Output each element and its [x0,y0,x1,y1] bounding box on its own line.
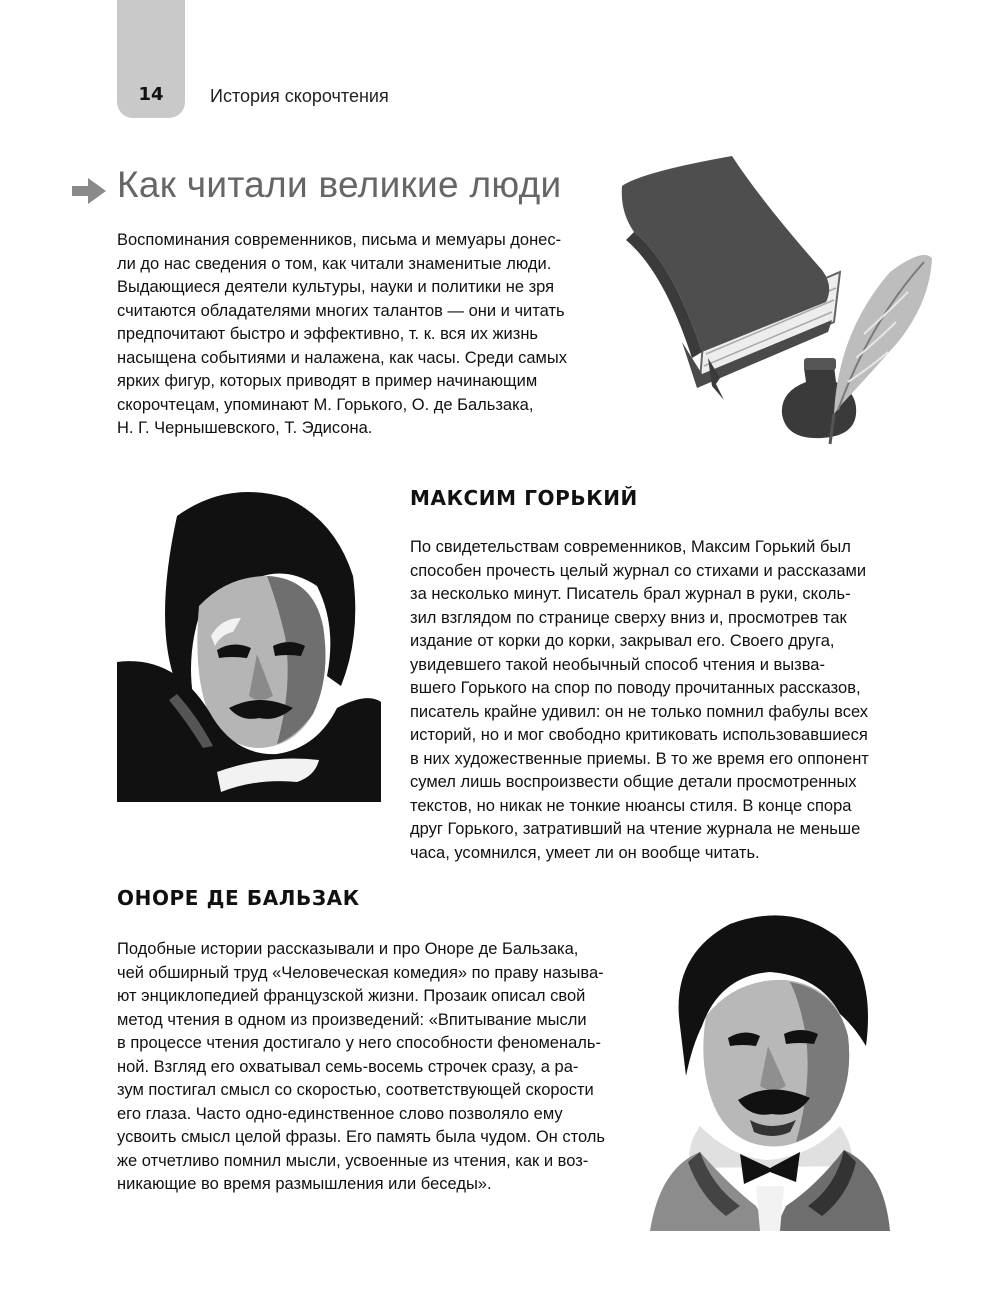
balzac-line: Подобные истории рассказывали и про Оноре де Бальзака, [117,940,579,958]
arrow-right-icon [70,176,108,206]
balzac-line: чей обширный труд «Человеческая комедия» по праву называ- [117,963,604,982]
balzac-line: никающие во время размышления или беседы». [117,1175,492,1193]
gorky-line: друг Горького, затративший на чтение журнала не меньше [410,820,861,838]
gorky-line: историй, но и мог свободно критиковать использовавшиеся [410,726,868,744]
intro-line: Выдающиеся деятели культуры, науки и политики не зря [117,278,555,296]
book-quill-illustration [612,152,952,452]
balzac-line: в процессе чтения достигало у него способности феноменаль- [117,1034,601,1052]
gorky-line: за несколько минут. Писатель брал журнал в руки, сколь- [410,585,851,603]
gorky-line: увидевшего такой необычный способ чтения и вызва- [410,655,825,674]
gorky-portrait-illustration [117,486,381,802]
intro-line: предпочитают быстро и эффективно, т. к. вся их жизнь [117,325,539,343]
intro-paragraph [117,229,567,441]
balzac-line: зум постигал смысл со скоростью, соответствующей скорости [117,1081,594,1099]
gorky-line: сумел лишь воспроизвести общие детали просмотренных [410,773,857,791]
gorky-line: способен прочесть целый журнал со стихами и рассказами [410,561,867,580]
balzac-line: его глаза. Часто одно-единственное слово позволяло ему [117,1104,563,1123]
intro-line: Воспоминания современников, письма и мемуары донес- [117,231,562,249]
balzac-line: метод чтения в одном из произведений: «Впитывание мысли [117,1010,587,1029]
section-title: Как читали великие люди [117,164,562,205]
balzac-line: ют энциклопедией французской жизни. Прозаик описал свой [117,987,586,1005]
gorky-line: вшего Горького на спор по поводу прочитанных рассказов, [410,679,861,697]
gorky-heading: МАКСИМ ГОРЬКИЙ [410,486,638,510]
intro-line: ярких фигур, которых приводят в пример начинающим [117,372,538,390]
intro-line: ли до нас сведения о том, как читали знаменитые люди. [117,254,552,273]
intro-line: считаются обладателями многих талантов — они и читать [117,301,565,320]
gorky-line: издание от корки до корки, закрывал его. Своего друга, [410,632,835,650]
intro-line: Н. Г. Чернышевского, Т. Эдисона. [117,419,373,437]
gorky-line: По свидетельствам современников, Максим Горький был [410,538,851,556]
page-number: 14 [138,84,164,105]
balzac-heading: ОНОРЕ ДЕ БАЛЬЗАК [117,886,360,910]
balzac-line: же отчетливо помнил мысли, усвоенные из чтения, как и воз- [117,1151,589,1170]
gorky-line: текстов, но никак не тонкие нюансы стиля. В конце спора [410,796,852,815]
balzac-paragraph [117,938,605,1197]
gorky-line: часа, усомнился, умеет ли он вообще читать. [410,843,760,862]
gorky-line: писатель крайне удивил: он не только помнил фабулы всех [410,702,869,721]
balzac-portrait-illustration [640,906,900,1231]
balzac-line: усвоить смысл целой фразы. Его память была чудом. Он столь [117,1128,606,1146]
balzac-line: ной. Взгляд его охватывал семь-восемь строчек сразу, а ра- [117,1057,579,1076]
gorky-line: в них художественные приемы. В то же время его оппонент [410,749,869,768]
gorky-line: зил взглядом по странице сверху вниз и, просмотрев так [410,608,847,627]
intro-line: скорочтецам, упоминают М. Горького, О. де Бальзака, [117,395,534,414]
gorky-paragraph [410,536,869,865]
intro-line: насыщена событиями и налажена, как часы. Среди самых [117,348,568,367]
running-title: История скорочтения [210,86,389,106]
